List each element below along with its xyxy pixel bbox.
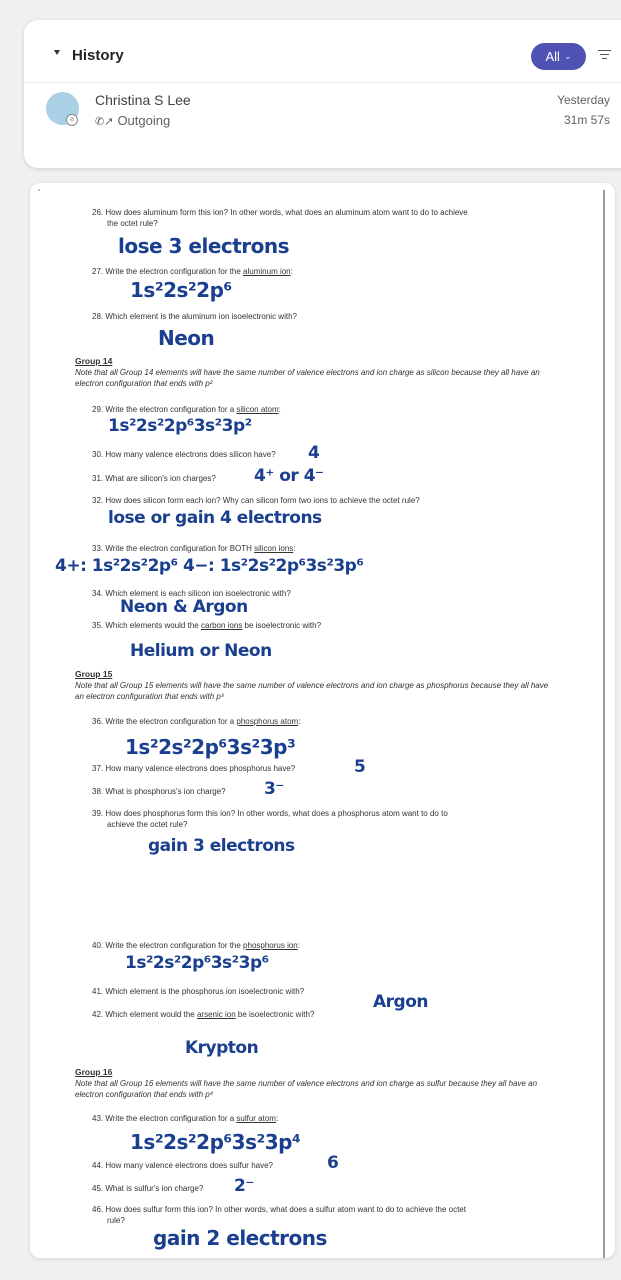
group-15-note: Note that all Group 15 elements will have the same number of valence electrons and ion charge as phosphorus because they all have an electron configuration that ends with p³ (75, 681, 549, 701)
answer-38: 3⁻ (264, 779, 284, 799)
answer-36: 1s²2s²2p⁶3s²3p³ (125, 735, 296, 759)
question-37: 37. How many valence electrons does phosphorus have? (92, 764, 296, 773)
question-29: 29. Write the electron configuration for a silicon atom: (92, 405, 281, 414)
answer-43: 1s²2s²2p⁶3s²3p⁴ (130, 1130, 301, 1154)
question-27: 27. Write the electron configuration for the aluminum ion: (92, 267, 293, 276)
outgoing-call-icon: ✆↗ (95, 116, 114, 128)
answer-39: gain 3 electrons (148, 836, 295, 856)
call-history-panel (24, 20, 621, 168)
answer-28: Neon (158, 326, 215, 350)
answer-33: 4+: 1s²2s²2p⁶ 4−: 1s²2s²2p⁶3s²3p⁶ (55, 556, 364, 576)
question-44: 44. How many valence electrons does sulfur have? (92, 1161, 273, 1170)
group-15-heading: Group 15 (75, 669, 113, 679)
answer-41: Argon (373, 992, 428, 1012)
answer-31: 4⁺ or 4⁻ (254, 466, 324, 486)
chevron-down-icon: ⌄ (563, 51, 572, 61)
answer-45: 2⁻ (234, 1176, 254, 1196)
dot-mark (38, 189, 40, 191)
group-16-note: Note that all Group 16 elements will have the same number of valence electrons and ion charge as sulfur because they all have an electron configuration that ends with p⁴ (75, 1079, 538, 1099)
answer-40: 1s²2s²2p⁶3s²3p⁶ (125, 953, 269, 973)
answer-34: Neon & Argon (120, 597, 248, 617)
question-35: 35. Which elements would the carbon ions be isoelectronic with? (92, 621, 322, 630)
group-16-heading: Group 16 (75, 1067, 113, 1077)
answer-35: Helium or Neon (130, 641, 272, 661)
presence-status-icon: ⊘ (66, 114, 78, 126)
question-40: 40. Write the electron configuration for the phosphorus ion: (92, 941, 300, 950)
call-duration: 31m 57s (563, 113, 610, 127)
group-14-note: Note that all Group 14 elements will have the same number of valence electrons and ion charge as silicon because they all have an electron configuration that ends with p² (75, 368, 540, 388)
question-41: 41. Which element is the phosphorus ion isoelectronic with? (92, 987, 305, 996)
contact-name: Christina S Lee (95, 92, 191, 108)
filter-all-dropdown[interactable] (531, 43, 586, 70)
question-28: 28. Which element is the aluminum ion isoelectronic with? (92, 312, 297, 321)
answer-29: 1s²2s²2p⁶3s²3p² (108, 416, 252, 436)
call-date: Yesterday (557, 93, 610, 107)
question-34: 34. Which element is each silicon ion isoelectronic with? (92, 589, 291, 598)
question-46: 46. How does sulfur form this ion? In other words, what does a sulfur atom want to do to achieve the octet rule? (92, 1205, 466, 1225)
history-header (24, 20, 621, 83)
answer-44: 6 (327, 1153, 339, 1173)
answer-46: gain 2 electrons (153, 1226, 327, 1250)
answer-42: Krypton (185, 1038, 259, 1058)
question-30: 30. How many valence electrons does silicon have? (92, 450, 276, 459)
answer-30: 4 (308, 443, 320, 463)
question-42: 42. Which element would the arsenic ion be isoelectronic with? (92, 1010, 315, 1019)
answer-27: 1s²2s²2p⁶ (130, 278, 232, 302)
page-edge-line (603, 190, 605, 1258)
filter-icon[interactable] (598, 50, 611, 62)
history-title[interactable]: History (72, 47, 124, 64)
group-14-heading: Group 14 (75, 356, 113, 366)
question-43: 43. Write the electron configuration for a sulfur atom: (92, 1114, 279, 1123)
question-26: 26. How does aluminum form this ion? In other words, what does an aluminum atom want to do to achieve the octet rule? (92, 208, 468, 228)
answer-37: 5 (354, 757, 366, 777)
answer-32: lose or gain 4 electrons (108, 508, 322, 528)
filter-all-label: All (545, 49, 560, 64)
question-31: 31. What are silicon's ion charges? (92, 474, 216, 483)
question-39: 39. How does phosphorus form this ion? In other words, what does a phosphorus atom want to do to achieve the octet rule? (92, 809, 448, 829)
call-type: Outgoing (117, 113, 171, 128)
question-32: 32. How does silicon form each ion? Why can silicon form two ions to achieve the octet rule? (92, 496, 420, 505)
answer-26: lose 3 electrons (118, 234, 290, 258)
collapse-caret-icon[interactable] (54, 50, 60, 55)
question-33: 33. Write the electron configuration for BOTH silicon ions: (92, 544, 296, 553)
question-45: 45. What is sulfur's ion charge? (92, 1184, 204, 1193)
question-38: 38. What is phosphorus's ion charge? (92, 787, 226, 796)
question-36: 36. Write the electron configuration for a phosphorus atom: (92, 717, 301, 726)
